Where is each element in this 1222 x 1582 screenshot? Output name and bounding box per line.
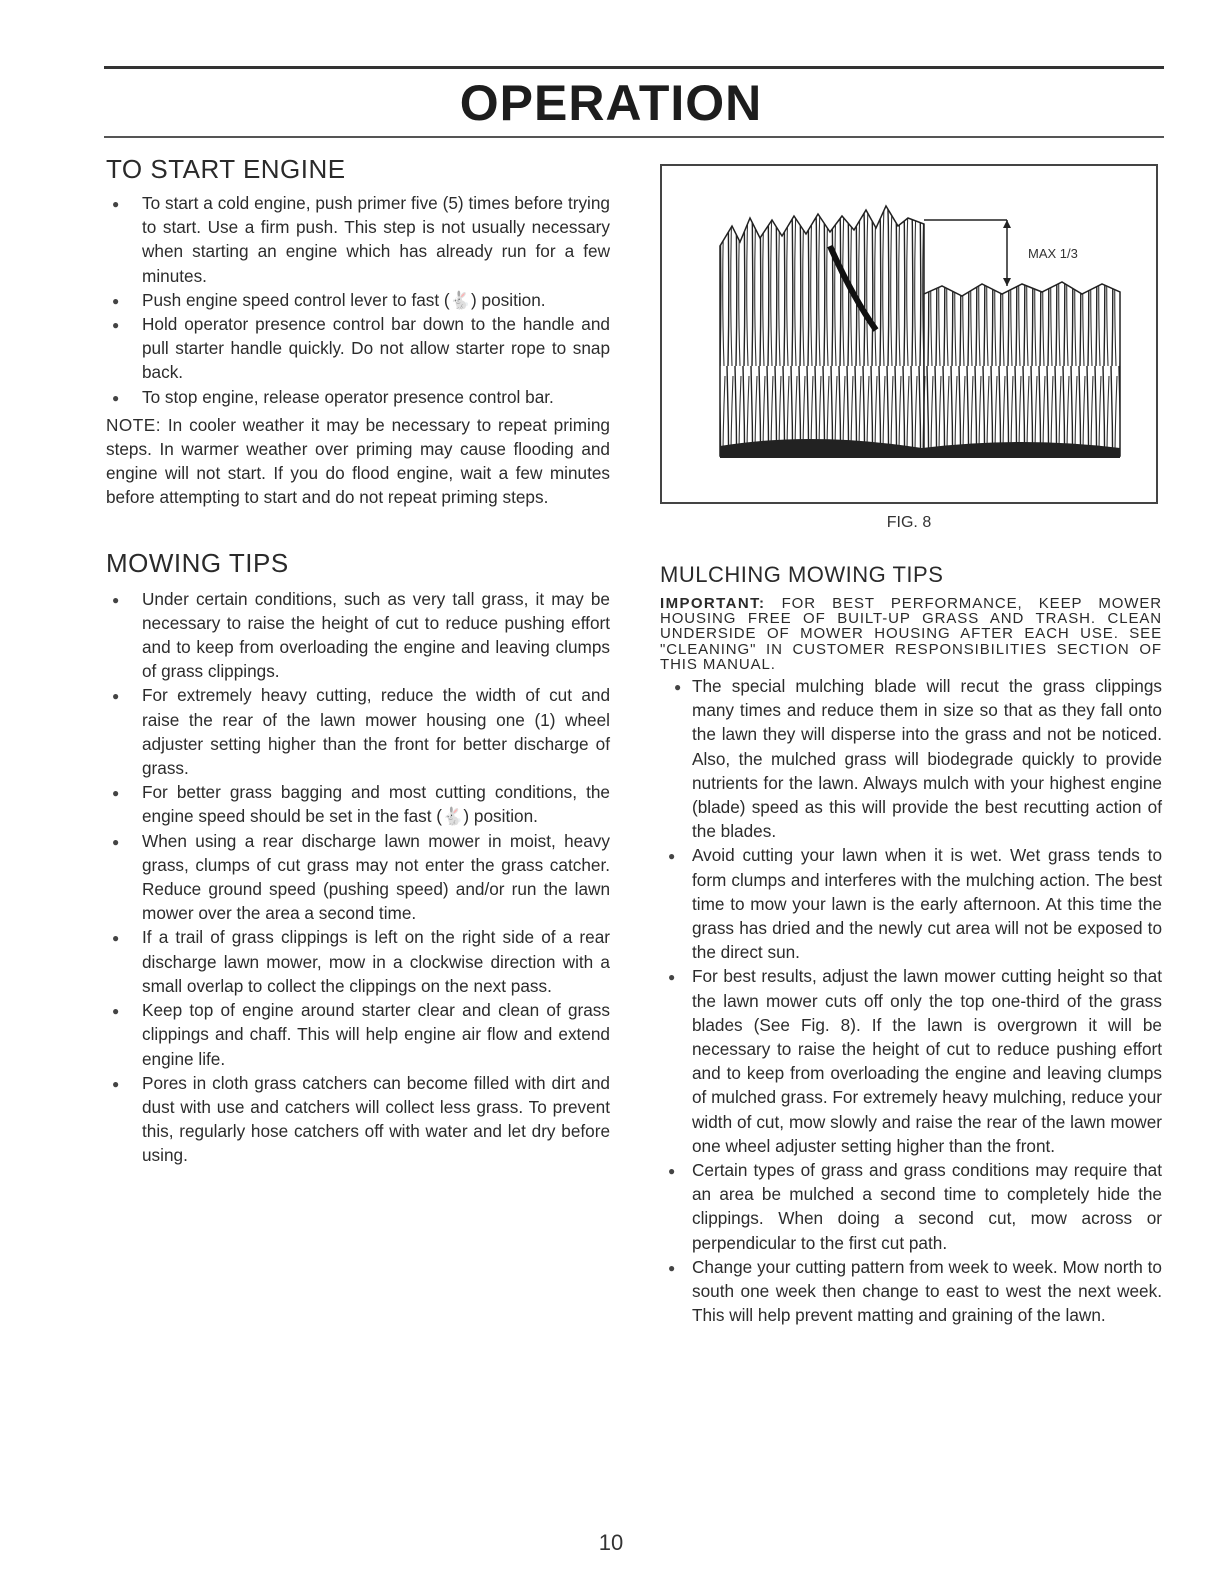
bullet-icon: ● (112, 689, 120, 704)
list-item: ● To start a cold engine, push primer five (5) times before trying to start. Use a firm push. This step is not usually necessary when starting an engine which has already run for a few minutes. (112, 193, 610, 286)
list-item: ● The special mulching blade will recut the grass clippings many times and reduce them in size so that as they fall onto the lawn they will disperse into the grass and not be noticed. Also, the mulched grass will biodegrade quickly to provide nutrients for the lawn. Always mulch with your highest engine (blade) speed as this will provide the best recutting action of the blades. (674, 676, 1162, 842)
list-item: ● Push engine speed control lever to fast (🐇) position. (106, 288, 610, 312)
note-text: In cooler weather it may be necessary to repeat priming steps. In warmer weather over priming may cause flooding and engine will not start. If you do flood engine, wait a few minutes before attempting to start and do not repeat priming steps. (106, 414, 610, 508)
list-item: ● Avoid cutting your lawn when it is wet. Wet grass tends to form clumps and interferes with the mulching action. The best time to mow your lawn is the early afternoon. At this time the grass has dried and the newly cut area will not be exposed to the direct sun. (668, 845, 1162, 963)
important-label: IMPORTANT: (660, 595, 766, 612)
bullet-icon: ● (112, 390, 120, 405)
bullet-icon: ● (668, 1164, 676, 1179)
top-rule (104, 66, 1164, 69)
list-item: ● Keep top of engine around starter clear and clean of grass clippings and chaff. This will help engine air flow and extend engine life. (112, 1000, 610, 1069)
max-third-label: MAX 1/3 (1028, 246, 1078, 261)
bullet-icon: ● (112, 592, 120, 607)
start-engine-heading: TO START ENGINE (106, 154, 346, 184)
mulching-tips-list (660, 674, 1162, 1327)
bullet-icon: ● (112, 834, 120, 849)
bullet-icon: ● (668, 970, 676, 985)
important-text: FOR BEST PERFORMANCE, KEEP MOWER HOUSING FREE OF BUILT-UP GRASS AND TRASH. CLEAN UNDERSIDE OF MOWER HOUSING AFTER EACH USE. SEE "CLEANING" IN CUSTOMER RESPONSIBILITIES SECTION OF THIS MANUAL. (660, 595, 1162, 673)
list-item: ● To stop engine, release operator presence control bar. (106, 385, 610, 409)
grass-illustration (662, 166, 1156, 502)
right-column (660, 560, 1162, 1328)
bullet-icon: ● (112, 293, 120, 308)
mulching-tips-heading: MULCHING MOWING TIPS (660, 562, 944, 587)
bullet-icon: ● (112, 1004, 120, 1019)
mowing-tips-heading: MOWING TIPS (106, 547, 289, 578)
figure-caption: FIG. 8 (886, 514, 932, 531)
note-label: NOTE: (106, 414, 162, 435)
bullet-icon: ● (112, 1076, 120, 1091)
list-item: ● If a trail of grass clippings is left on the right side of a rear discharge lawn mower, mow in a clockwise direction with a small overlap to collect the clippings on the next pass. (112, 927, 610, 996)
bullet-icon: ● (674, 680, 682, 695)
list-item: ● When using a rear discharge lawn mower in moist, heavy grass, clumps of cut grass may not enter the grass catcher. Reduce ground speed (pushing speed) and/or run the lawn mower over the area a second time. (112, 830, 610, 924)
list-item: ● Change your cutting pattern from week to week. Mow north to south one week then change to east to west the next week. This will help prevent matting and graining of the lawn. (668, 1256, 1162, 1326)
bullet-icon: ● (668, 849, 676, 864)
list-item: ● Certain types of grass and grass conditions may require that an area be mulched a second time to completely hide the clippings. When doing a second cut, mow across or perpendicular to the first cut path. (668, 1160, 1162, 1253)
list-item: ● Under certain conditions, such as very tall grass, it may be necessary to raise the height of cut to reduce pushing effort and to keep from overloading the engine and leaving clumps of grass clippings. (112, 588, 610, 682)
start-engine-note (106, 413, 610, 510)
title-underline (104, 136, 1164, 138)
page-number: 10 (598, 1530, 624, 1555)
bullet-icon: ● (112, 786, 120, 801)
start-engine-list (106, 191, 610, 409)
figure-8 (660, 164, 1158, 504)
list-item: ● For extremely heavy cutting, reduce the width of cut and raise the rear of the lawn mower housing one (1) wheel adjuster setting higher than the front for better discharge of grass. (112, 685, 610, 779)
mowing-tips-list (106, 587, 610, 1168)
bullet-icon: ● (668, 1260, 676, 1275)
bullet-icon: ● (112, 318, 120, 333)
list-item: ● For better grass bagging and most cutting conditions, the engine speed should be set in the fast (🐇) position. (112, 782, 610, 827)
list-item: ● For best results, adjust the lawn mower cutting height so that the lawn mower cuts off only the top one-third of the grass blades (See Fig. 8). If the lawn is overgrown it will be necessary to raise the height of cut to reduce pushing effort and to keep from overloading the engine and leaving clumps of mulched grass. For extremely heavy mulching, reduce your width of cut, mow slowly and raise the rear of the lawn mower one wheel adjuster setting higher than the front. (668, 966, 1162, 1156)
page-title: OPERATION (459, 75, 763, 131)
list-item: ● Pores in cloth grass catchers can become filled with dirt and dust with use and catchers will collect less grass. To prevent this, regularly hose catchers off with water and let dry before using. (112, 1072, 610, 1166)
list-item: ● Hold operator presence control bar down to the handle and pull starter handle quickly. Do not allow starter rope to snap back. (112, 314, 610, 383)
important-notice (660, 596, 1162, 672)
bullet-icon: ● (112, 197, 120, 211)
bullet-icon: ● (112, 931, 120, 946)
left-column (106, 154, 610, 1168)
